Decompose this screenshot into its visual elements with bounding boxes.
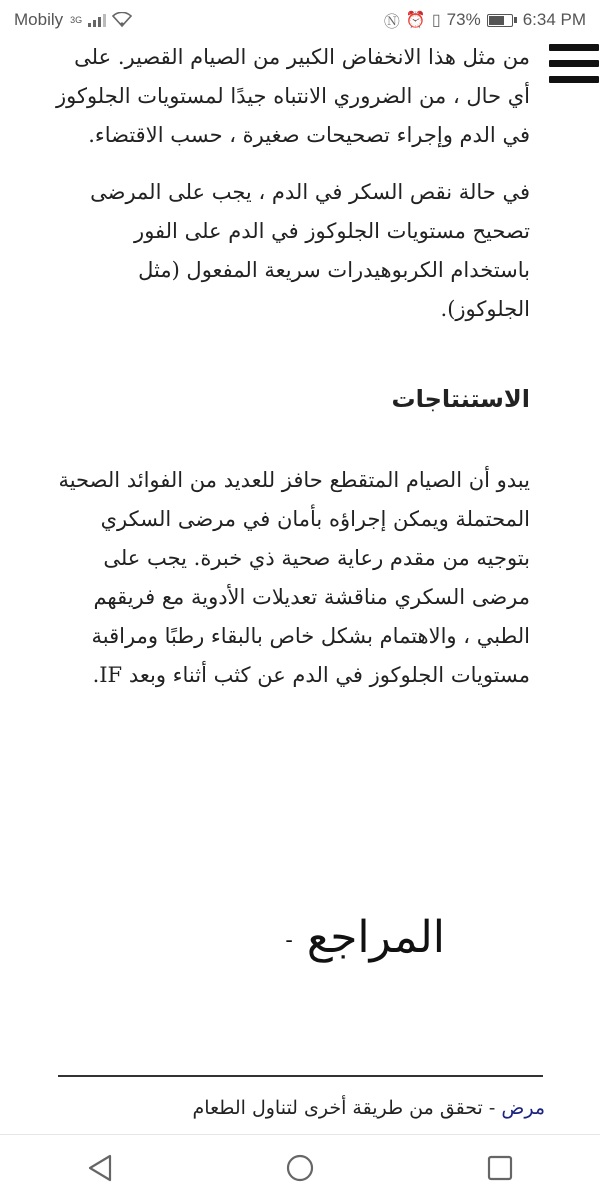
- references-title: المراجع: [306, 912, 445, 963]
- recents-button[interactable]: [475, 1143, 525, 1193]
- back-button[interactable]: [75, 1143, 125, 1193]
- network-type: 3G: [70, 15, 83, 25]
- status-left: [14, 10, 132, 30]
- footer-related-line: [55, 1093, 545, 1123]
- status-right: [384, 9, 586, 32]
- clock: 6:34 PM: [522, 10, 586, 29]
- status-bar: [0, 0, 600, 40]
- paragraph: من مثل هذا الانخفاض الكبير من الصيام القصير. على أي حال ، من الضروري الانتباه جيدًا لمستويات الجلوكوز في الدم وإجراء تصحيحات صغيرة ، حسب الاقتضاء.: [55, 45, 530, 147]
- back-icon: [86, 1153, 114, 1183]
- wifi-icon: [112, 12, 132, 28]
- category-link[interactable]: مرض: [501, 1097, 545, 1119]
- alarm-icon: ⏰: [405, 12, 426, 29]
- signal-icon: [88, 13, 106, 27]
- conclusions-heading: الاستنتاجات: [391, 385, 530, 413]
- navigation-bar: [0, 1134, 600, 1201]
- nfc-icon: Ⓝ: [383, 13, 400, 31]
- battery-icon: [487, 14, 517, 27]
- battery-percent: 73%: [446, 10, 481, 29]
- hamburger-menu-icon[interactable]: [549, 44, 599, 90]
- footer-separator: -: [482, 1097, 502, 1119]
- paragraph: في حالة نقص السكر في الدم ، يجب على المرضى تصحيح مستويات الجلوكوز في الدم على الفور باستخدام الكربوهيدرات سريعة المفعول (مثل الجلوكوز).: [90, 180, 530, 321]
- article-body: [55, 38, 530, 695]
- paragraph: يبدو أن الصيام المتقطع حافز للعديد من الفوائد الصحية المحتملة ويمكن إجراؤه بأمان في مرضى السكري بتوجيه من مقدم رعاية صحية ذي خبرة. يجب على مرضى السكري مناقشة تعديلات الأدوية مع فريقهم الطبي ، والاهتمام بشكل خاص بالبقاء رطبًا ومراقبة مستويات الجلوكوز في الدم عن كثب أثناء وبعد IF.: [58, 468, 530, 687]
- carrier-label: Mobily: [14, 10, 64, 29]
- footer-text: تحقق من طريقة أخرى لتناول الطعام: [192, 1097, 483, 1119]
- references-marker: -: [285, 927, 293, 953]
- vibrate-icon: ▯: [431, 12, 441, 29]
- home-icon: [285, 1153, 315, 1183]
- divider: [58, 1075, 543, 1077]
- recents-icon: [487, 1155, 513, 1181]
- references-heading: [55, 908, 445, 971]
- home-button[interactable]: [275, 1143, 325, 1193]
